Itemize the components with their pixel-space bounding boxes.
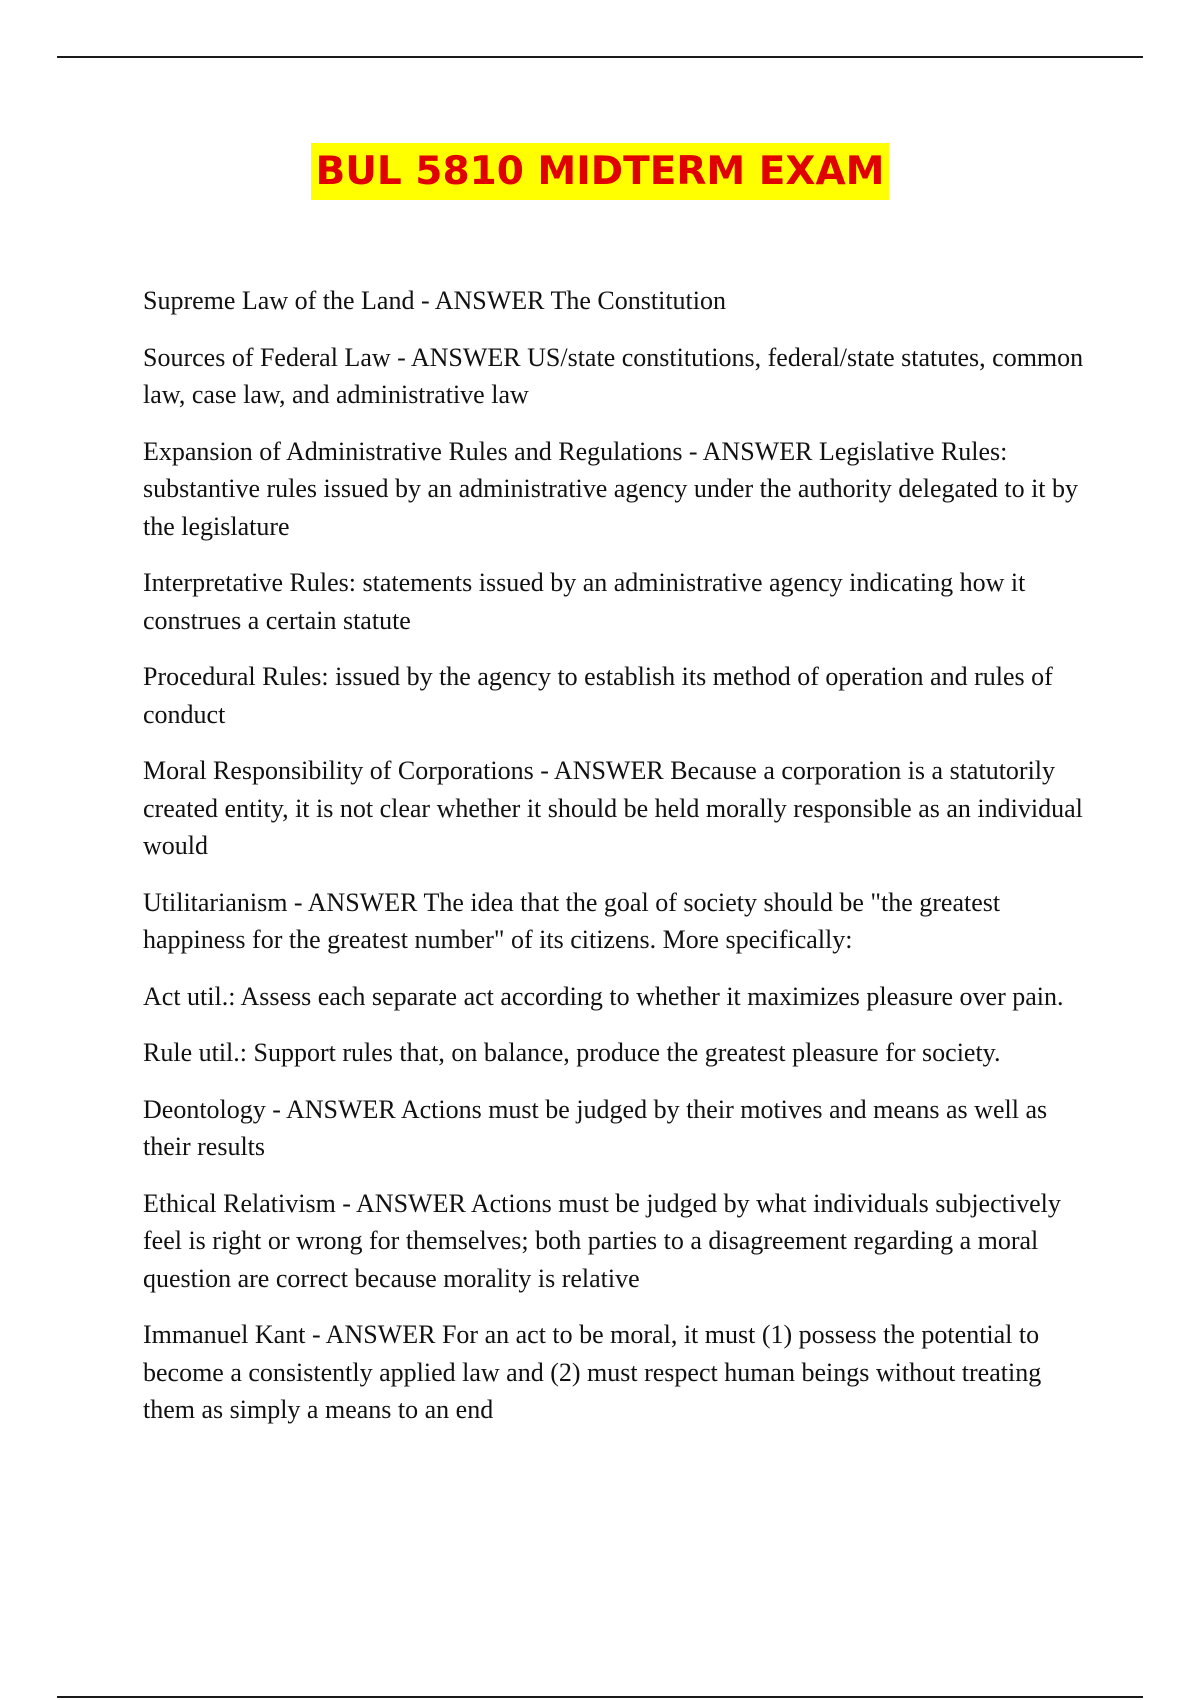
paragraph-sources-federal-law: Sources of Federal Law - ANSWER US/state constitutions, federal/state statutes, common law, case law, and administrative law: [143, 342, 1084, 409]
paragraph-rule-util: Rule util.: Support rules that, on balance, produce the greatest pleasure for society.: [143, 1038, 1001, 1067]
paragraph-deontology: Deontology - ANSWER Actions must be judged by their motives and means as well as their results: [143, 1094, 1048, 1161]
paragraph-utilitarianism: Utilitarianism - ANSWER The idea that the goal of society should be "the greatest happiness for the greatest number" of its citizens. More specifically:: [143, 887, 1001, 954]
paragraph-interpretative-rules: Interpretative Rules: statements issued by an administrative agency indicating how it construes a certain statute: [143, 568, 1026, 635]
top-divider: [57, 56, 1143, 58]
paragraph-procedural-rules: Procedural Rules: issued by the agency to establish its method of operation and rules of conduct: [143, 662, 1053, 729]
paragraph-act-util: Act util.: Assess each separate act according to whether it maximizes pleasure over pain.: [143, 981, 1064, 1011]
title-container: [0, 143, 1200, 200]
paragraph-administrative-rules: Expansion of Administrative Rules and Regulations - ANSWER Legislative Rules: substantive rules issued by an administrative agency under the authority delegated to it by the legislature: [143, 436, 1079, 541]
document-body: [143, 282, 1098, 1448]
paragraph-moral-responsibility: Moral Responsibility of Corporations - ANSWER Because a corporation is a statutorily created entity, it is not clear whether it should be held morally responsible as an individual would: [143, 756, 1083, 860]
paragraph-ethical-relativism: Ethical Relativism - ANSWER Actions must be judged by what individuals subjectively feel is right or wrong for themselves; both parties to a disagreement regarding a moral question are correct because morality is relative: [143, 1188, 1061, 1293]
bottom-divider: [57, 1696, 1143, 1698]
page-title: BUL 5810 MIDTERM EXAM: [311, 143, 888, 200]
paragraph-immanuel-kant: Immanuel Kant - ANSWER For an act to be moral, it must (1) possess the potential to become a consistently applied law and (2) must respect human beings without treating them as simply a means to an end: [143, 1320, 1042, 1424]
paragraph-supreme-law: Supreme Law of the Land - ANSWER The Constitution: [143, 286, 726, 315]
